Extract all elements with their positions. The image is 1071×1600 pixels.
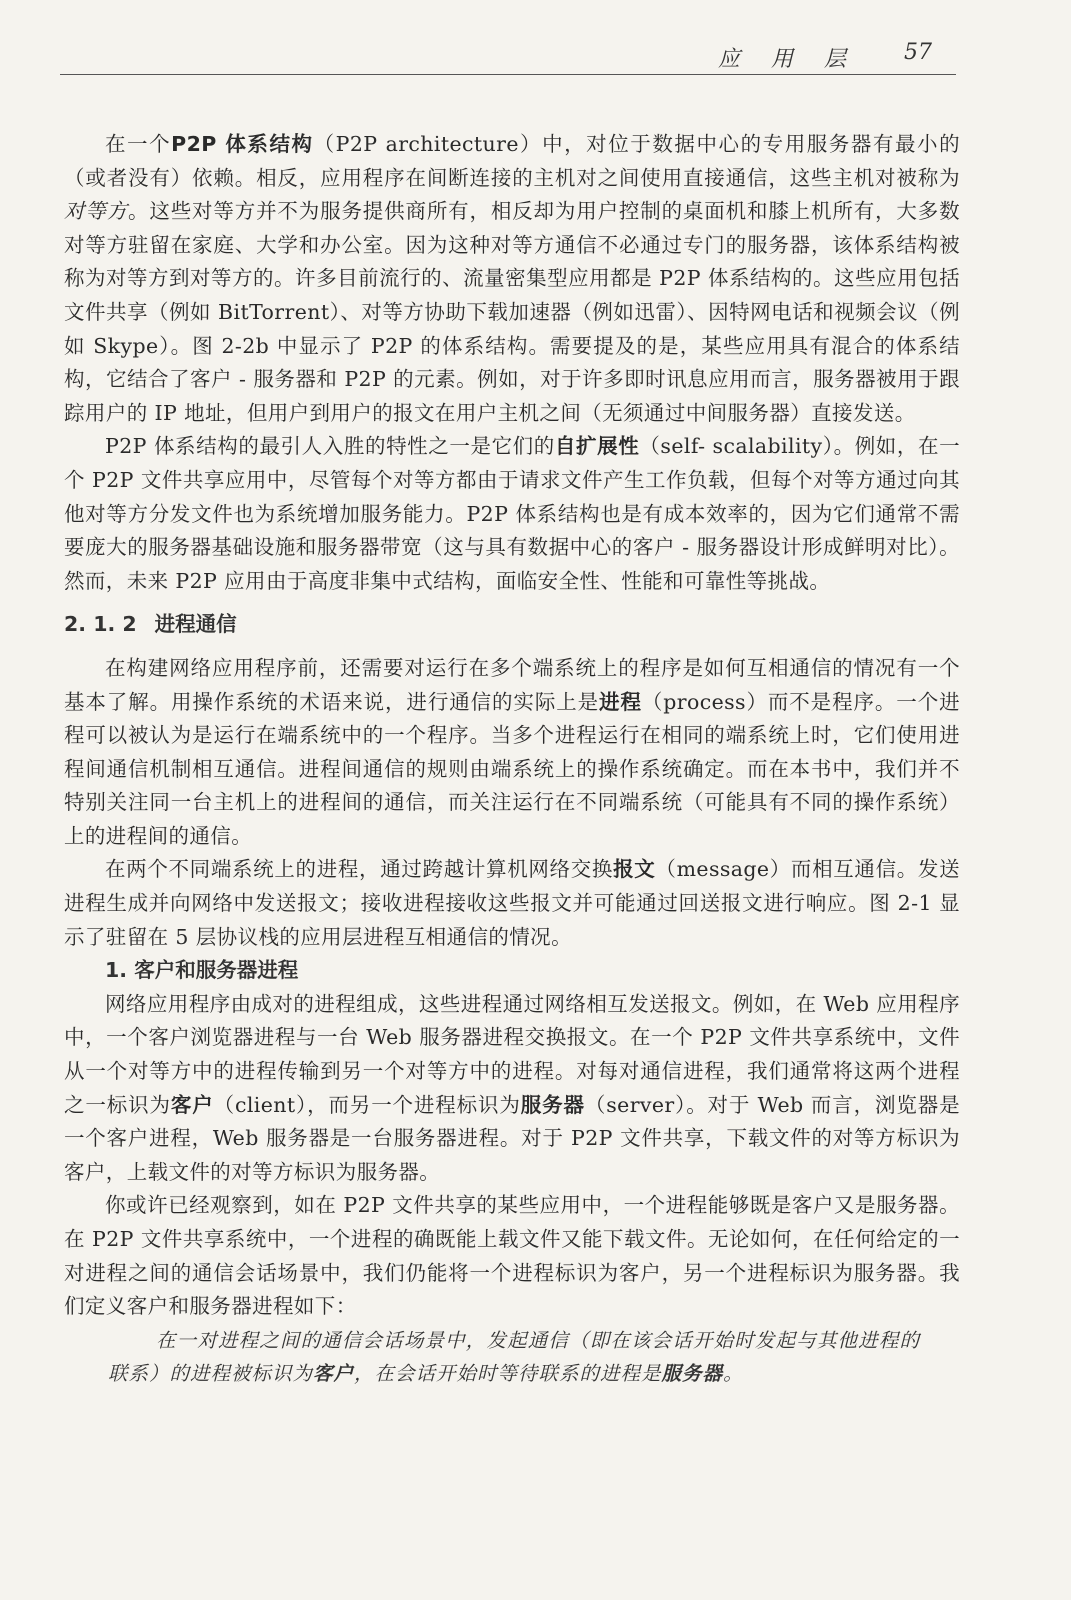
text-run: 。 [723, 1362, 744, 1386]
term-self-scalability: 自扩展性 [554, 434, 640, 459]
page-body [64, 128, 960, 1391]
text-run: （client），而另一个进程标识为 [213, 1092, 521, 1117]
term-p2p-architecture: P2P 体系结构 [171, 132, 314, 156]
page-number: 57 [904, 40, 932, 65]
text-run: P2P 体系结构的最引人入胜的特性之一是它们的 [105, 434, 555, 459]
chapter-title: 应 用 层 [718, 47, 858, 72]
term-message: 报文 [613, 857, 656, 882]
running-header [60, 38, 956, 75]
text-run: ，在会话开始时等待联系的进程是 [354, 1362, 662, 1386]
term-peer: 对等方 [64, 199, 129, 224]
text-run: 网络应用程序由成对的进程组成，这些进程通过网络相互发送报文。例如，在 Web 应用程序中，一个客户浏览器进程与一台 Web 服务器进程交换报文。在一个 P2P 文件共享系统中，文件从一个对等方中的进程传输到另一个对等方中的进程。对每对通信进程，我们通常将这两个进程之一标识为 [64, 991, 960, 1117]
text-run: （P2P architecture）中，对位于数据中心的专用服务器有最小的（或者没有）依赖。相反，应用程序在间断连接的主机对之间使用直接通信，这些主机对被称为 [64, 132, 960, 190]
paragraph-process [64, 652, 960, 854]
text-run: （message）而相互通信。发送进程生成并向网络中发送报文；接收进程接收这些报文并可能通过回送报文进行响应。图 2-1 显示了驻留在 5 层协议栈的应用层进程互相通信的情况。 [64, 857, 960, 949]
term-process: 进程 [599, 689, 642, 714]
paragraph-self-scalability [64, 430, 960, 598]
text-run: 在两个不同端系统上的进程，通过跨越计算机网络交换 [105, 857, 614, 882]
term-server-def: 服务器 [661, 1362, 724, 1386]
section-heading [64, 608, 960, 642]
term-client-def: 客户 [313, 1362, 355, 1386]
text-run: 在一个 [105, 132, 172, 156]
definition-block [64, 1324, 960, 1391]
section-title: 进程通信 [154, 612, 237, 637]
paragraph-p2p-architecture [64, 128, 960, 430]
section-number: 2. 1. 2 [64, 612, 137, 637]
term-client: 客户 [170, 1092, 214, 1117]
text-run: 。这些对等方并不为服务提供商所有，相反却为用户控制的桌面机和膝上机所有，大多数对等方驻留在家庭、大学和办公室。因为这种对等方通信不必通过专门的服务器，该体系结构被称为对等方到对等方的。许多目前流行的、流量密集型应用都是 P2P 体系结构的。这些应用包括文件共享（例如 BitTorrent）、对等方协助下载加速器（例如迅雷）、因特网电话和视频会议（例如 Skype）。图 2-2b 中显示了 P2P 的体系结构。需要提及的是，某些应用具有混合的体系结构，它结合了客户 - 服务器和 P2P 的元素。例如，对于许多即时讯息应用而言，服务器被用于跟踪用户的 IP 地址，但用户到用户的报文在用户主机之间（无须通过中间服务器）直接发送。 [64, 199, 960, 425]
text-run: 在一对进程之间的通信会话场景中，发起通信（即在该会话开始时发起与其他进程的联系）的进程被标识为 [108, 1328, 920, 1386]
term-server: 服务器 [520, 1092, 585, 1117]
text-run: （process）而不是程序。一个进程可以被认为是运行在端系统中的一个程序。当多个进程运行在相同的端系统上时，它们使用进程间通信机制相互通信。进程间通信的规则由端系统上的操作系统确定。而在本书中，我们并不特别关注同一台主机上的进程间的通信，而关注运行在不同端系统（可能具有不同的操作系统）上的进程间的通信。 [64, 689, 960, 848]
definition-text [108, 1324, 920, 1391]
paragraph-p2p-roles: 你或许已经观察到，如在 P2P 文件共享的某些应用中，一个进程能够既是客户又是服务器。在 P2P 文件共享系统中，一个进程的确既能上载文件又能下载文件。无论如何，在任何给定的一对进程之间的通信会话场景中，我们仍能将一个进程标识为客户，另一个进程标识为服务器。我们定义客户和服务器进程如下： [64, 1193, 960, 1319]
subsection-heading: 1. 客户和服务器进程 [105, 958, 299, 983]
text-run: （server）。对于 Web 而言，浏览器是一个客户进程，Web 服务器是一台服务器进程。对于 P2P 文件共享，下载文件的对等方标识为客户，上载文件的对等方标识为服务器。 [64, 1092, 961, 1184]
text-run: 在构建网络应用程序前，还需要对运行在多个端系统上的程序是如何互相通信的情况有一个基本了解。用操作系统的术语来说，进行通信的实际上是 [64, 655, 960, 714]
text-run: （self- scalability）。例如，在一个 P2P 文件共享应用中，尽管每个对等方都由于请求文件产生工作负载，但每个对等方通过向其他对等方分发文件也为系统增加服务能力。P2P 体系结构也是有成本效率的，因为它们通常不需要庞大的服务器基础设施和服务器带宽（这与具有数据中心的客户 - 服务器设计形成鲜明对比）。然而，未来 P2P 应用由于高度非集中式结构，面临安全性、性能和可靠性等挑战。 [64, 434, 960, 593]
paragraph-message [64, 853, 960, 954]
paragraph-client-server [64, 988, 960, 1190]
